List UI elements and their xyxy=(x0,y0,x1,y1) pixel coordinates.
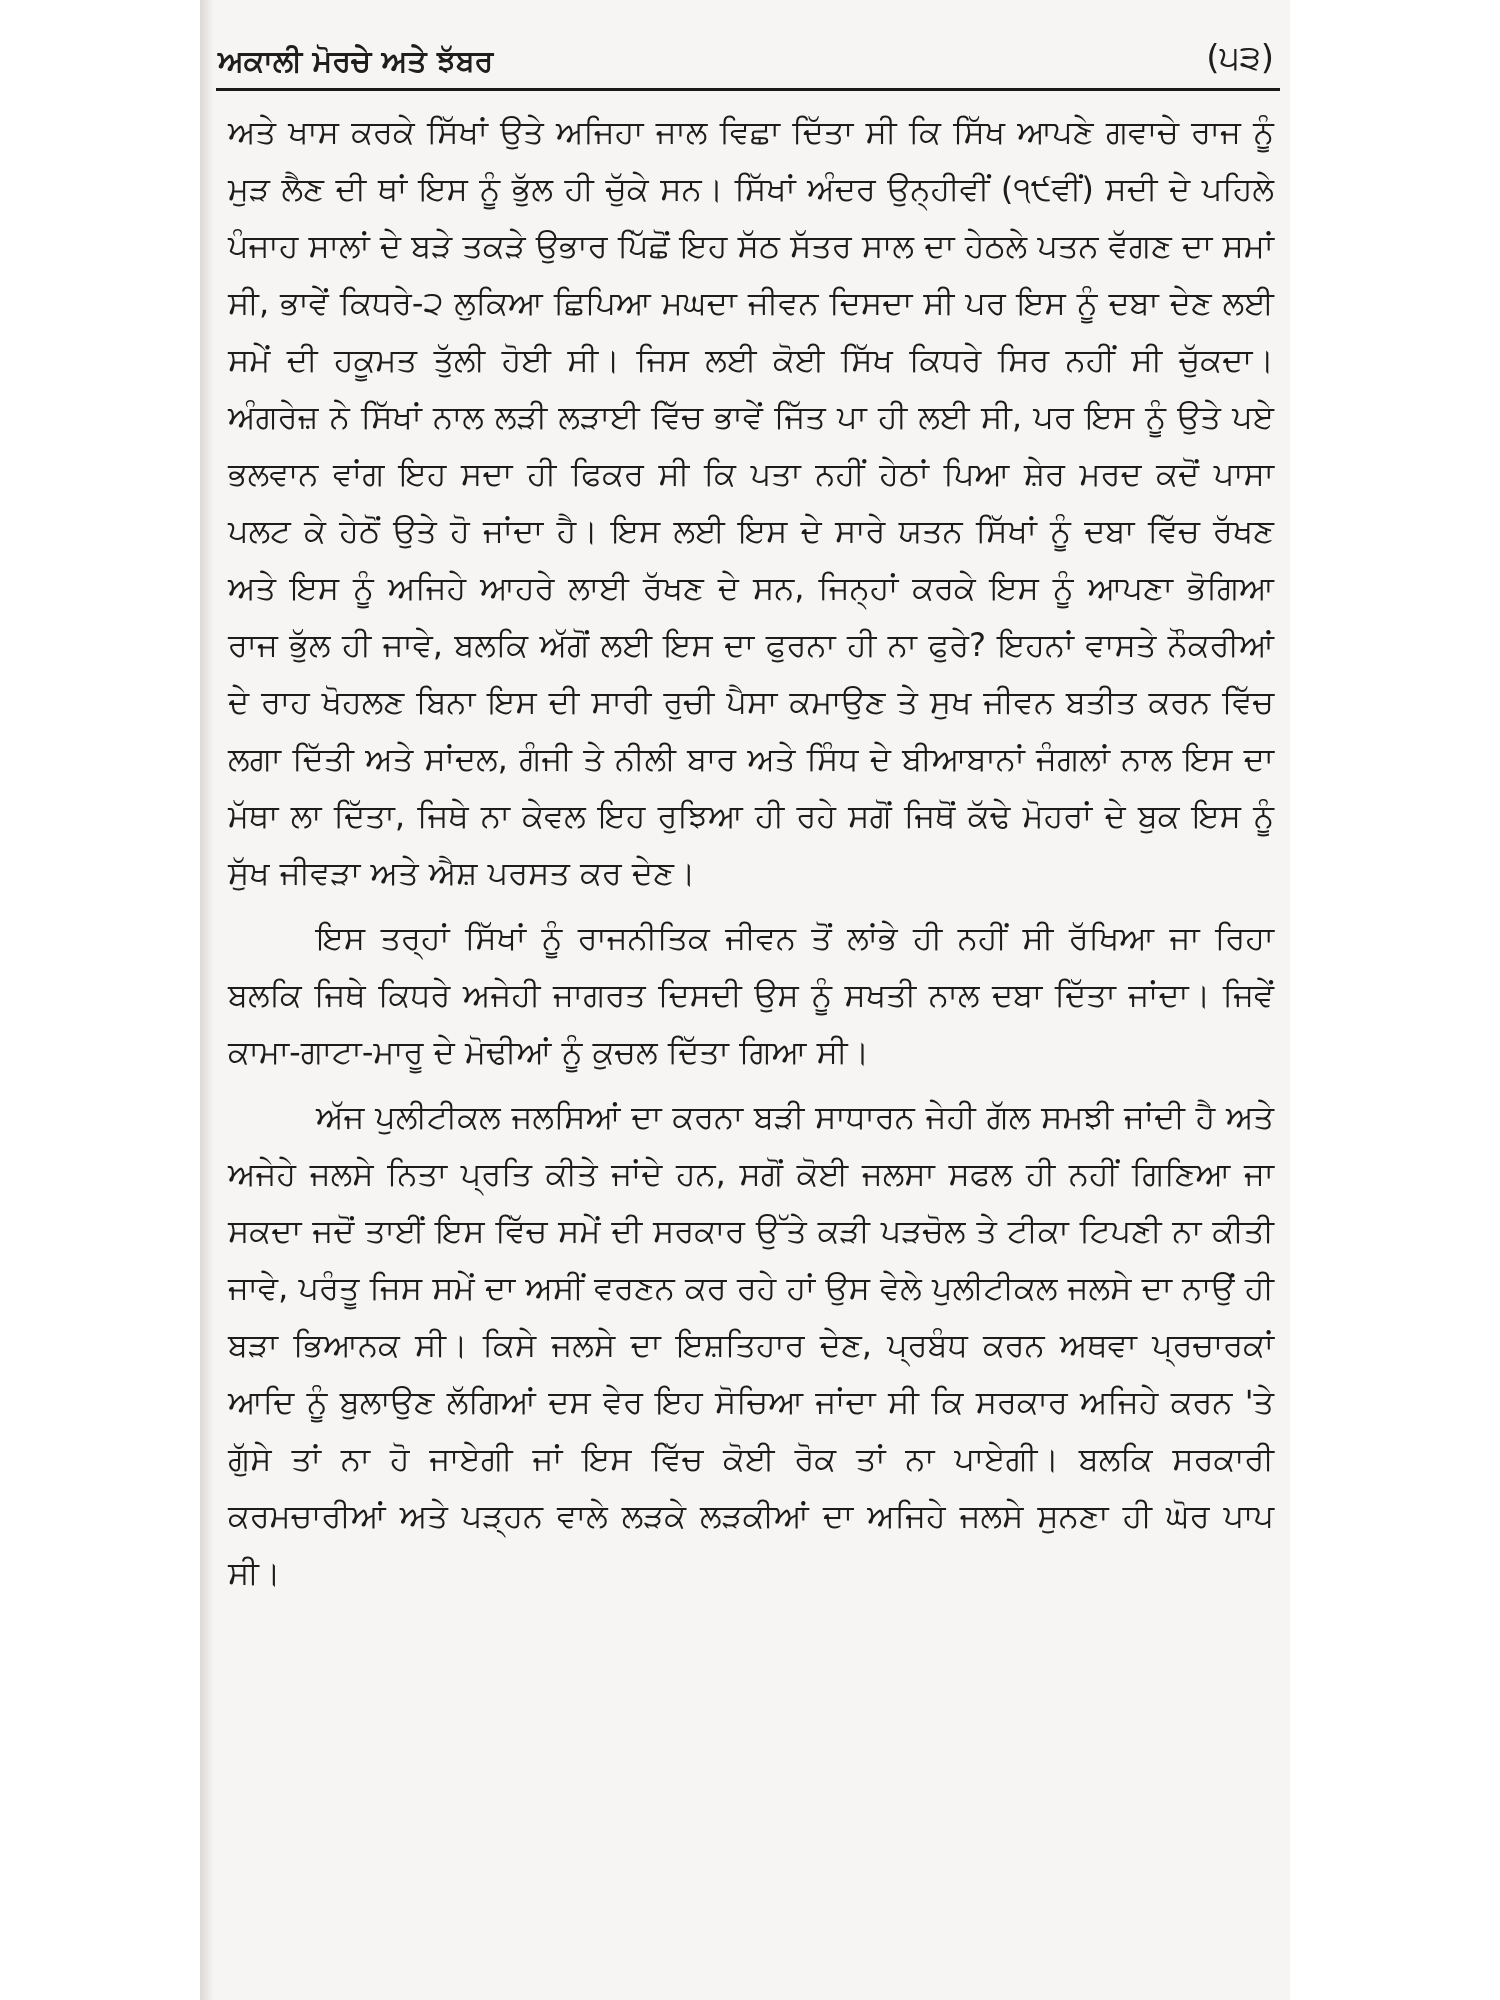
paragraph-1: ਅਤੇ ਖਾਸ ਕਰਕੇ ਸਿੱਖਾਂ ਉਤੇ ਅਜਿਹਾ ਜਾਲ ਵਿਛਾ ਦਿੱਤਾ ਸੀ ਕਿ ਸਿੱਖ ਆਪਣੇ ਗਵਾਚੇ ਰਾਜ ਨੂੰ ਮੁੜ ਲੈਣ ਦੀ ਥਾਂ ਇਸ ਨੂੰ ਭੁੱਲ ਹੀ ਚੁੱਕੇ ਸਨ। ਸਿੱਖਾਂ ਅੰਦਰ ਉਨ੍ਹੀਵੀਂ (੧੯ਵੀਂ) ਸਦੀ ਦੇ ਪਹਿਲੇ ਪੰਜਾਹ ਸਾਲਾਂ ਦੇ ਬੜੇ ਤਕੜੇ ਉਭਾਰ ਪਿੱਛੋਂ ਇਹ ਸੱਠ ਸੱਤਰ ਸਾਲ ਦਾ ਹੇਠਲੇ ਪਤਨ ਵੱਗਣ ਦਾ ਸਮਾਂ ਸੀ, ਭਾਵੇਂ ਕਿਧਰੇ-੨ ਲੁਕਿਆ ਛਿਪਿਆ ਮਘਦਾ ਜੀਵਨ ਦਿਸਦਾ ਸੀ ਪਰ ਇਸ ਨੂੰ ਦਬਾ ਦੇਣ ਲਈ ਸਮੇਂ ਦੀ ਹਕੂਮਤ ਤੁੱਲੀ ਹੋਈ ਸੀ। ਜਿਸ ਲਈ ਕੋਈ ਸਿੱਖ ਕਿਧਰੇ ਸਿਰ ਨਹੀਂ ਸੀ ਚੁੱਕਦਾ। ਅੰਗਰੇਜ਼ ਨੇ ਸਿੱਖਾਂ ਨਾਲ ਲੜੀ ਲੜਾਈ ਵਿੱਚ ਭਾਵੇਂ ਜਿੱਤ ਪਾ ਹੀ ਲਈ ਸੀ, ਪਰ ਇਸ ਨੂੰ ਉਤੇ ਪਏ ਭਲਵਾਨ ਵਾਂਗ ਇਹ ਸਦਾ ਹੀ ਫਿਕਰ ਸੀ ਕਿ ਪਤਾ ਨਹੀਂ ਹੇਠਾਂ ਪਿਆ ਸ਼ੇਰ ਮਰਦ ਕਦੋਂ ਪਾਸਾ ਪਲਟ ਕੇ ਹੇਠੋਂ ਉਤੇ ਹੋ ਜਾਂਦਾ ਹੈ। ਇਸ ਲਈ ਇਸ ਦੇ ਸਾਰੇ ਯਤਨ ਸਿੱਖਾਂ ਨੂੰ ਦਬਾ ਵਿੱਚ ਰੱਖਣ ਅਤੇ ਇਸ ਨੂੰ ਅਜਿਹੇ ਆਹਰੇ ਲਾਈ ਰੱਖਣ ਦੇ ਸਨ, ਜਿਨ੍ਹਾਂ ਕਰਕੇ ਇਸ ਨੂੰ ਆਪਣਾ ਭੋਗਿਆ ਰਾਜ ਭੁੱਲ ਹੀ ਜਾਵੇ, ਬਲਕਿ ਅੱਗੋਂ ਲਈ ਇਸ ਦਾ ਫੁਰਨਾ ਹੀ ਨਾ ਫੁਰੇ? ਇਹਨਾਂ ਵਾਸਤੇ ਨੌਕਰੀਆਂ ਦੇ ਰਾਹ ਖੋਹਲਣ ਬਿਨਾ ਇਸ ਦੀ ਸਾਰੀ ਰੁਚੀ ਪੈਸਾ ਕਮਾਉਣ ਤੇ ਸੁਖ ਜੀਵਨ ਬਤੀਤ ਕਰਨ ਵਿੱਚ ਲਗਾ ਦਿੱਤੀ ਅਤੇ ਸਾਂਦਲ, ਗੰਜੀ ਤੇ ਨੀਲੀ ਬਾਰ ਅਤੇ ਸਿੰਧ ਦੇ ਬੀਆਬਾਨਾਂ ਜੰਗਲਾਂ ਨਾਲ ਇਸ ਦਾ ਮੱਥਾ ਲਾ ਦਿੱਤਾ, ਜਿਥੇ ਨਾ ਕੇਵਲ ਇਹ ਰੁਝਿਆ ਹੀ ਰਹੇ ਸਗੋਂ ਜਿਥੋਂ ਕੱਢੇ ਮੋਹਰਾਂ ਦੇ ਬੁਕ ਇਸ ਨੂੰ ਸੁੱਖ ਜੀਵੜਾ ਅਤੇ ਐਸ਼ ਪਰਸਤ ਕਰ ਦੇਣ। xyxy=(228,113,1274,892)
running-header xyxy=(218,36,1278,84)
running-title: ਅਕਾਲੀ ਮੋਰਚੇ ਅਤੇ ਝੱਬਰ xyxy=(218,44,494,79)
paragraph-2: ਇਸ ਤਰ੍ਹਾਂ ਸਿੱਖਾਂ ਨੂੰ ਰਾਜਨੀਤਿਕ ਜੀਵਨ ਤੋਂ ਲਾਂਭੇ ਹੀ ਨਹੀਂ ਸੀ ਰੱਖਿਆ ਜਾ ਰਿਹਾ ਬਲਕਿ ਜਿਥੇ ਕਿਧਰੇ ਅਜੇਹੀ ਜਾਗਰਤ ਦਿਸਦੀ ਉਸ ਨੂੰ ਸਖਤੀ ਨਾਲ ਦਬਾ ਦਿੱਤਾ ਜਾਂਦਾ। ਜਿਵੇਂ ਕਾਮਾ-ਗਾਟਾ-ਮਾਰੂ ਦੇ ਮੋਢੀਆਂ ਨੂੰ ਕੁਚਲ ਦਿੱਤਾ ਗਿਆ ਸੀ। xyxy=(228,919,1274,1071)
page-number: (੫੩) xyxy=(1206,38,1274,78)
paragraph-3: ਅੱਜ ਪੁਲੀਟੀਕਲ ਜਲਸਿਆਂ ਦਾ ਕਰਨਾ ਬੜੀ ਸਾਧਾਰਨ ਜੇਹੀ ਗੱਲ ਸਮਝੀ ਜਾਂਦੀ ਹੈ ਅਤੇ ਅਜੇਹੇ ਜਲਸੇ ਨਿਤਾ ਪ੍ਰਤਿ ਕੀਤੇ ਜਾਂਦੇ ਹਨ, ਸਗੋਂ ਕੋਈ ਜਲਸਾ ਸਫਲ ਹੀ ਨਹੀਂ ਗਿਣਿਆ ਜਾ ਸਕਦਾ ਜਦੋਂ ਤਾਈਂ ਇਸ ਵਿੱਚ ਸਮੇਂ ਦੀ ਸਰਕਾਰ ਉੱਤੇ ਕੜੀ ਪੜਚੋਲ ਤੇ ਟੀਕਾ ਟਿਪਣੀ ਨਾ ਕੀਤੀ ਜਾਵੇ, ਪਰੰਤੂ ਜਿਸ ਸਮੇਂ ਦਾ ਅਸੀਂ ਵਰਣਨ ਕਰ ਰਹੇ ਹਾਂ ਉਸ ਵੇਲੇ ਪੁਲੀਟੀਕਲ ਜਲਸੇ ਦਾ ਨਾਉਂ ਹੀ ਬੜਾ ਭਿਆਨਕ ਸੀ। ਕਿਸੇ ਜਲਸੇ ਦਾ ਇਸ਼ਤਿਹਾਰ ਦੇਣ, ਪ੍ਰਬੰਧ ਕਰਨ ਅਥਵਾ ਪ੍ਰਚਾਰਕਾਂ ਆਦਿ ਨੂੰ ਬੁਲਾਉਣ ਲੱਗਿਆਂ ਦਸ ਵੇਰ ਇਹ ਸੋਚਿਆ ਜਾਂਦਾ ਸੀ ਕਿ ਸਰਕਾਰ ਅਜਿਹੇ ਕਰਨ 'ਤੇ ਗੁੱਸੇ ਤਾਂ ਨਾ ਹੋ ਜਾਏਗੀ ਜਾਂ ਇਸ ਵਿੱਚ ਕੋਈ ਰੋਕ ਤਾਂ ਨਾ ਪਾਏਗੀ। ਬਲਕਿ ਸਰਕਾਰੀ ਕਰਮਚਾਰੀਆਂ ਅਤੇ ਪੜ੍ਹਨ ਵਾਲੇ ਲੜਕੇ ਲੜਕੀਆਂ ਦਾ ਅਜਿਹੇ ਜਲਸੇ ਸੁਨਣਾ ਹੀ ਘੋਰ ਪਾਪ ਸੀ। xyxy=(228,1098,1274,1592)
body-text xyxy=(228,104,1274,1984)
page-gutter-shadow xyxy=(200,0,214,2000)
header-rule xyxy=(216,88,1280,91)
